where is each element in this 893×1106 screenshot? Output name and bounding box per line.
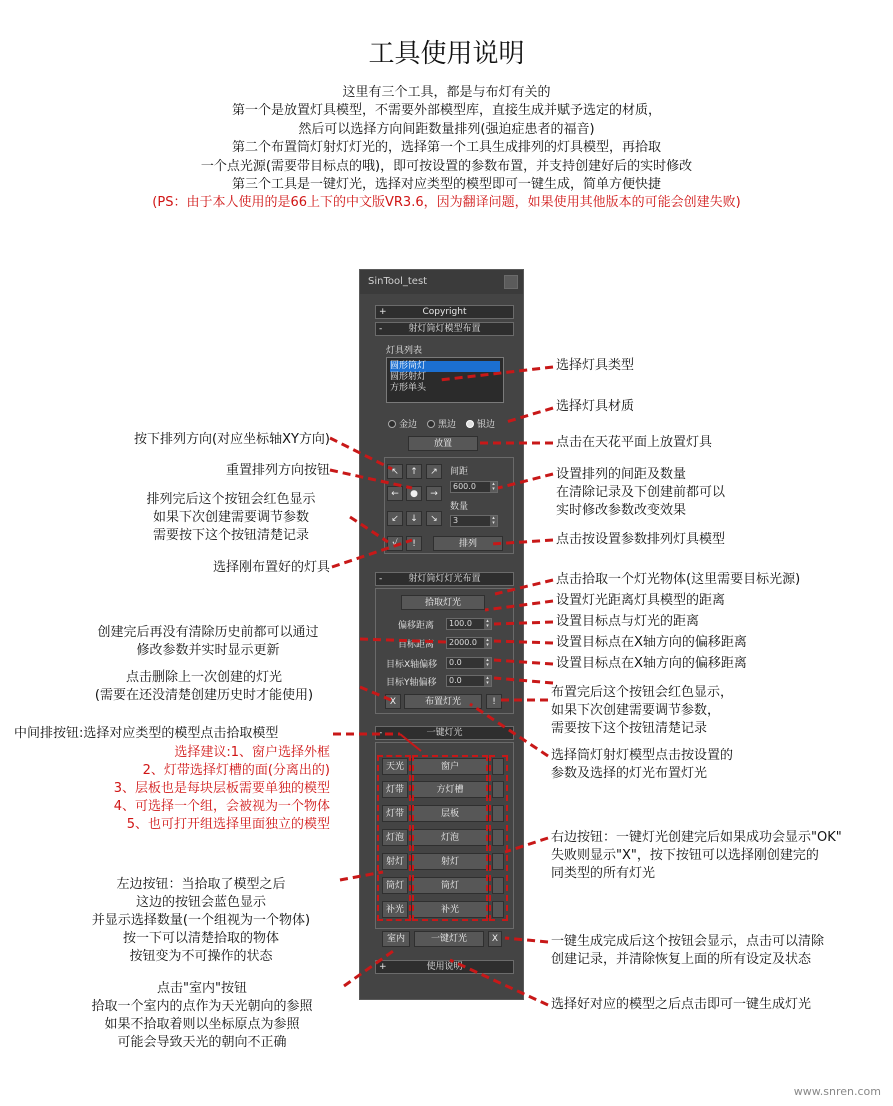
onekey-left-button[interactable]: 筒灯 bbox=[382, 877, 408, 894]
connector-line bbox=[494, 641, 553, 643]
onekey-left-button[interactable]: 灯带 bbox=[382, 805, 408, 822]
connector-line bbox=[332, 540, 412, 567]
annotation: 如果下次创建需要调节参数， bbox=[551, 703, 721, 718]
rollout-label: 射灯筒灯灯光布置 bbox=[408, 574, 481, 584]
onekey-left-button[interactable]: 灯带 bbox=[382, 781, 408, 798]
annotation: 修改参数并实时显示更新 bbox=[136, 643, 280, 658]
annotation: 左边按钮：当拾取了模型之后 bbox=[116, 877, 286, 892]
spinner-arrows-icon[interactable]: ▴ ▾ bbox=[484, 676, 491, 686]
list-item[interactable]: 方形单头 bbox=[390, 383, 427, 393]
window-title: SinTool_test bbox=[368, 276, 428, 287]
annotation: 拾取一个室内的点作为天光朝向的参照 bbox=[91, 999, 313, 1014]
connector-line bbox=[450, 960, 548, 1005]
annotation-block bbox=[50, 669, 358, 705]
annotation: 4、可选择一个组，会被视为一个物体 bbox=[113, 799, 330, 814]
annotation: 点击删除上一次创建的灯光 bbox=[125, 670, 282, 685]
collapse-icon: - bbox=[379, 324, 383, 334]
offset-label: 偏移距离 bbox=[398, 621, 435, 631]
annotation: 3、层板也是每块层板需要单独的模型 bbox=[113, 781, 330, 796]
connector-line bbox=[360, 687, 391, 700]
annotation: 设置排列的间距及数量 bbox=[556, 467, 687, 482]
list-item[interactable]: 圆形射灯 bbox=[390, 372, 427, 382]
connector-line bbox=[470, 704, 548, 756]
annotation: (需要在还没清楚创建历史时才能使用) bbox=[94, 688, 314, 703]
annotation: 重置排列方向按钮 bbox=[225, 463, 330, 478]
connector-line bbox=[494, 622, 553, 624]
connector-line bbox=[498, 474, 553, 488]
annotation: 右边按钮：一键灯光创建完后如果成功会显示"OK" bbox=[551, 830, 842, 845]
annotation: 在清除记录及下创建前都可以 bbox=[556, 485, 726, 500]
connector-line bbox=[494, 678, 553, 683]
collapse-icon: - bbox=[379, 728, 383, 738]
spinner-value: 3 bbox=[453, 516, 459, 525]
annotation: 选择建议:1、窗户选择外框 bbox=[174, 745, 330, 760]
annotation: 点击按设置参数排列灯具模型 bbox=[556, 532, 726, 547]
connector-line bbox=[440, 367, 553, 380]
annotation: 2、灯带选择灯槽的面(分离出的) bbox=[142, 763, 330, 778]
annotation-block bbox=[56, 876, 346, 966]
reset-direction-icon[interactable]: ● bbox=[406, 486, 422, 501]
onekey-left-button[interactable]: 天光 bbox=[382, 758, 408, 775]
annotation: 选择刚布置好的灯具 bbox=[212, 560, 330, 575]
clear-light-record-button[interactable]: ! bbox=[486, 694, 502, 709]
spacing-label: 间距 bbox=[450, 467, 469, 477]
pick-light-button[interactable]: 拾取灯光 bbox=[401, 595, 485, 610]
spinner-arrows-icon[interactable]: ▴ ▾ bbox=[484, 658, 491, 668]
place-button[interactable]: 放置 bbox=[408, 436, 478, 451]
annotation: 可能会导致天光的朝向不正确 bbox=[117, 1035, 287, 1050]
clear-record-button[interactable]: √ bbox=[387, 536, 403, 551]
annotation: 同类型的所有灯光 bbox=[551, 866, 656, 881]
onekey-pick-button[interactable]: 层板 bbox=[411, 805, 489, 822]
annotation: 需要按下这个按钮清楚记录 bbox=[152, 528, 309, 543]
onekey-left-button[interactable]: 补光 bbox=[382, 901, 408, 918]
connector-line bbox=[360, 639, 446, 642]
onekey-left-button[interactable]: 灯泡 bbox=[382, 829, 408, 846]
rollout-label: 射灯筒灯模型布置 bbox=[408, 324, 481, 334]
spinner-arrows-icon[interactable]: ▴ ▾ bbox=[484, 619, 491, 629]
onekey-pick-button[interactable]: 窗户 bbox=[411, 758, 489, 775]
intro-note: (PS：由于本人使用的是66上下的中文版VR3.6，因为翻译问题，如果使用其他版本的可能会创建失败) bbox=[152, 195, 741, 211]
onekey-pick-button[interactable]: 补光 bbox=[411, 901, 489, 918]
annotation: 5、也可打开组选择里面独立的模型 bbox=[126, 817, 330, 832]
connector-line bbox=[344, 949, 396, 986]
annotation: 失败则显示"X"，按下按钮可以选择刚创建完的 bbox=[551, 848, 819, 863]
lamp-list-label: 灯具列表 bbox=[386, 346, 423, 356]
annotation-block bbox=[118, 491, 344, 545]
annotation-block bbox=[551, 933, 824, 969]
onekey-pick-button[interactable]: 方灯槽 bbox=[411, 781, 489, 798]
rollout-label: 一键灯光 bbox=[426, 728, 463, 738]
annotation: 布置完后这个按钮会红色显示， bbox=[551, 685, 734, 700]
intro-line: 第二个布置筒灯射灯灯光的，选择第一个工具生成排列的灯具模型，再拾取 bbox=[231, 140, 661, 156]
annotation: 创建完后再没有清除历史前都可以通过 bbox=[97, 625, 319, 640]
annotation-suggestions bbox=[114, 744, 330, 834]
annotation: 这边的按钮会蓝色显示 bbox=[135, 895, 266, 910]
connector-line bbox=[330, 438, 392, 469]
annotation: 点击"室内"按钮 bbox=[157, 981, 247, 996]
annotation: 创建记录，并清除恢复上面的所有设定及状态 bbox=[551, 952, 812, 967]
target-x-label: 目标X轴偏移 bbox=[386, 660, 438, 670]
target-y-label: 目标Y轴偏移 bbox=[386, 678, 437, 688]
arrow-right-icon[interactable]: → bbox=[426, 486, 442, 501]
list-item[interactable]: 圆形筒灯 bbox=[390, 361, 500, 372]
annotation-block bbox=[551, 747, 733, 783]
annotation: 点击在天花平面上放置灯具 bbox=[556, 435, 713, 450]
target-label: 目标距离 bbox=[398, 640, 435, 650]
annotation: 需要按下这个按钮清楚记录 bbox=[551, 721, 708, 736]
annotation-block bbox=[48, 624, 368, 660]
annotation: 选择灯具材质 bbox=[556, 399, 635, 414]
delete-last-button[interactable]: X bbox=[385, 694, 401, 709]
place-light-button[interactable]: 布置灯光 bbox=[404, 694, 482, 709]
connector-line bbox=[495, 580, 553, 594]
rollout-label: Copyright bbox=[422, 307, 467, 317]
connector-line bbox=[340, 872, 383, 880]
connector-line bbox=[330, 470, 412, 488]
annotation: 并显示选择数量(一个组视为一个物体) bbox=[91, 913, 311, 928]
annotation: 排列完后这个按钮会红色显示 bbox=[146, 492, 316, 507]
annotation-block bbox=[556, 466, 725, 520]
spinner-value: 0.0 bbox=[449, 676, 462, 685]
radio-label: 黑边 bbox=[438, 420, 457, 430]
annotation: 如果下次创建需要调节参数 bbox=[152, 510, 309, 525]
annotation: 参数及选择的灯光布置灯光 bbox=[551, 766, 708, 781]
spinner-value: 2000.0 bbox=[449, 638, 477, 647]
onekey-pick-button[interactable]: 灯泡 bbox=[411, 829, 489, 846]
annotation-block bbox=[551, 829, 842, 883]
onekey-left-button[interactable]: 射灯 bbox=[382, 853, 408, 870]
intro-line: 然后可以选择方向间距数量排列(强迫症患者的福音) bbox=[298, 121, 595, 137]
annotation-block bbox=[60, 980, 344, 1052]
annotation: 一键生成完成后这个按钮会显示，点击可以清除 bbox=[551, 934, 825, 949]
connector-line bbox=[485, 601, 553, 610]
expand-icon: + bbox=[379, 307, 387, 317]
connector-line bbox=[492, 540, 553, 544]
annotation: 设置目标点在X轴方向的偏移距离 bbox=[556, 635, 747, 650]
radio-label: 银边 bbox=[477, 420, 496, 430]
arrow-up-icon[interactable]: ↑ bbox=[406, 464, 422, 479]
arrow-left-icon[interactable]: ← bbox=[387, 486, 403, 501]
arrow-nw-icon[interactable]: ↖ bbox=[387, 464, 403, 479]
connector-line bbox=[350, 517, 388, 542]
intro-line: 一个点光源(需要带目标点的哦)，即可按设置的参数布置，并支持创建好后的实时修改 bbox=[200, 158, 693, 174]
rollout-label: 使用说明 bbox=[426, 962, 463, 972]
intro-line: 这里有三个工具，都是与布灯有关的 bbox=[342, 85, 551, 100]
annotation: 选择好对应的模型之后点击即可一键生成灯光 bbox=[551, 997, 812, 1012]
annotation: 设置目标点在X轴方向的偏移距离 bbox=[556, 656, 747, 671]
annotation: 选择筒灯射灯模型点击按设置的 bbox=[551, 748, 734, 763]
connector-line bbox=[505, 938, 548, 942]
radio-label: 金边 bbox=[399, 420, 418, 430]
select-lamps-button[interactable]: ! bbox=[406, 536, 422, 551]
connector-line bbox=[400, 734, 421, 751]
count-label: 数量 bbox=[450, 502, 469, 512]
annotation: 实时修改参数改变效果 bbox=[556, 503, 687, 518]
spinner-arrows-icon[interactable]: ▴ ▾ bbox=[490, 516, 497, 526]
collapse-icon: - bbox=[379, 574, 383, 584]
spinner-value: 600.0 bbox=[453, 482, 476, 491]
annotation: 如果不拾取着则以坐标原点为参照 bbox=[104, 1017, 300, 1032]
connector-line bbox=[494, 660, 553, 664]
annotation: 按一下可以清楚拾取的物体 bbox=[122, 931, 279, 946]
annotation-block bbox=[551, 684, 733, 738]
annotation: 中间排按钮:选择对应类型的模型点击拾取模型 bbox=[14, 726, 279, 741]
spinner-value: 100.0 bbox=[449, 619, 472, 628]
intro-line: 第三个工具是一键灯光，选择对应类型的模型即可一键生成，简单方便快捷 bbox=[231, 177, 661, 193]
intro-line: 第一个是放置灯具模型，不需要外部模型库，直接生成并赋予选定的材质， bbox=[231, 103, 661, 119]
spinner-arrows-icon[interactable]: ▴ ▾ bbox=[484, 638, 491, 648]
onekey-light-button[interactable]: 一键灯光 bbox=[414, 931, 484, 947]
page-title: 工具使用说明 bbox=[368, 39, 525, 69]
annotation: 按下排列方向(对应坐标轴XY方向) bbox=[134, 432, 330, 447]
annotation: 点击拾取一个灯光物体(这里需要目标光源) bbox=[556, 572, 801, 587]
onekey-pick-button[interactable]: 射灯 bbox=[411, 853, 489, 870]
connector-line bbox=[506, 408, 553, 422]
arrange-button[interactable]: 排列 bbox=[433, 536, 503, 551]
arrow-sw-icon[interactable]: ↙ bbox=[387, 511, 403, 526]
annotation: 选择灯具类型 bbox=[556, 358, 635, 373]
arrow-down-icon[interactable]: ↓ bbox=[406, 511, 422, 526]
spinner-value: 0.0 bbox=[449, 658, 462, 667]
annotation: 按钮变为不可操作的状态 bbox=[129, 949, 273, 964]
arrow-se-icon[interactable]: ↘ bbox=[426, 511, 442, 526]
annotation: 设置目标点与灯光的距离 bbox=[556, 614, 700, 629]
onekey-pick-button[interactable]: 筒灯 bbox=[411, 877, 489, 894]
connector-line bbox=[505, 838, 548, 852]
arrow-ne-icon[interactable]: ↗ bbox=[426, 464, 442, 479]
watermark: www.snren.com bbox=[793, 1085, 881, 1098]
expand-icon: + bbox=[379, 962, 387, 972]
spinner-arrows-icon[interactable]: ▴ ▾ bbox=[490, 482, 497, 492]
indoor-button[interactable]: 室内 bbox=[382, 931, 410, 947]
annotation: 设置灯光距离灯具模型的距离 bbox=[556, 593, 726, 608]
clear-onekey-button[interactable]: X bbox=[488, 931, 502, 947]
